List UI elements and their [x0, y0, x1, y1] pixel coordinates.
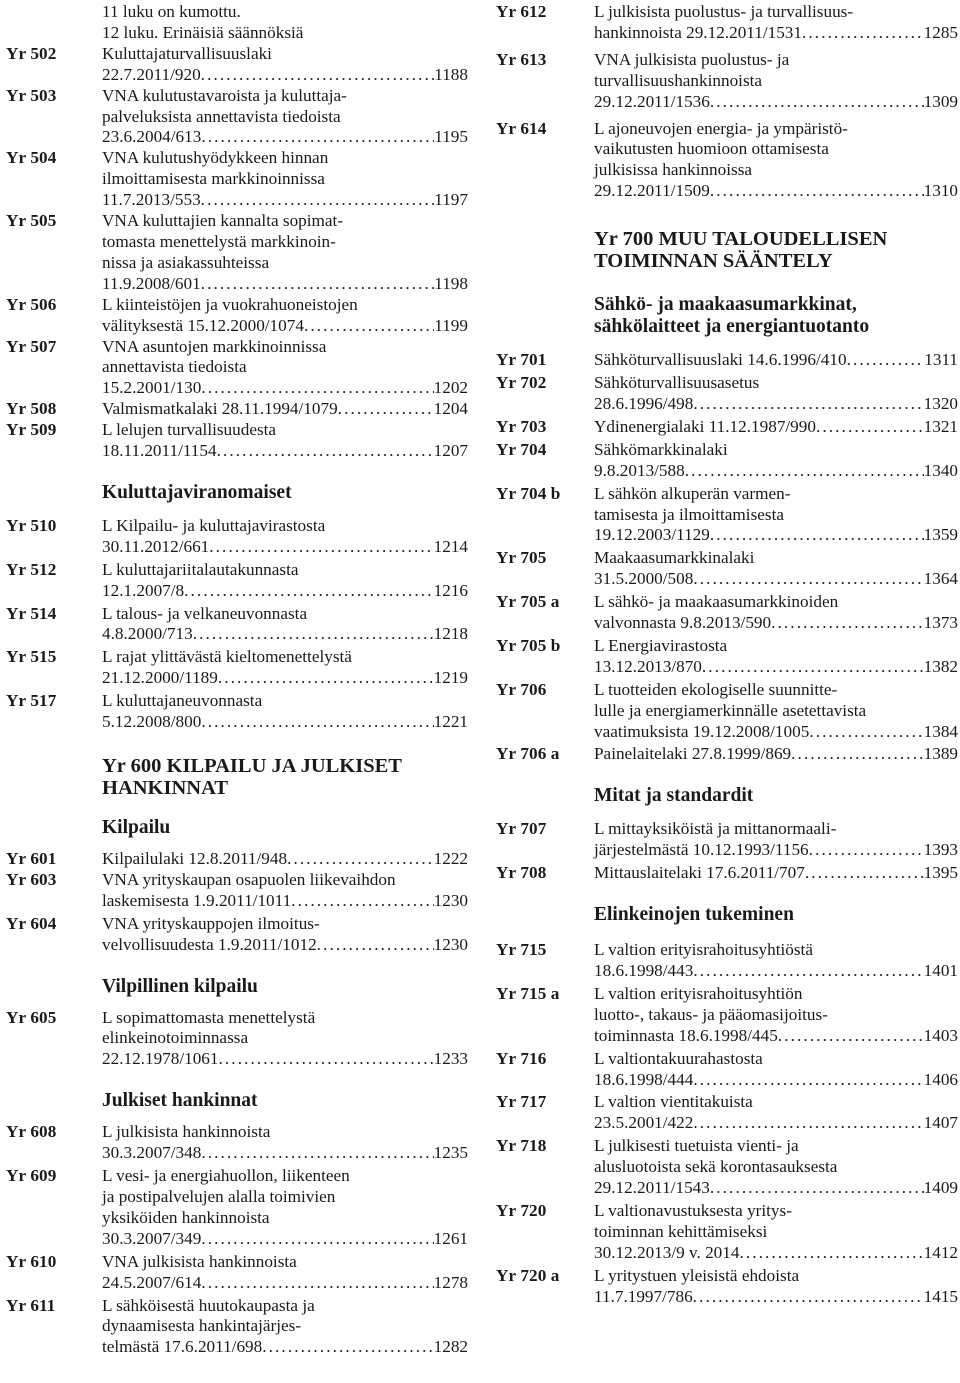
entry-code: Yr 718 [496, 1136, 547, 1156]
page-number: 1320 [923, 393, 958, 413]
entry-title: Sähkömarkkinalaki [594, 439, 728, 459]
entry-title: L valtiontakuurahastosta [594, 1048, 763, 1068]
entry-title: L valtionavustuksesta yritys- [594, 1200, 792, 1220]
index-entry-yr504 [6, 148, 468, 211]
entry-code: Yr 512 [6, 559, 57, 579]
entry-title: VNA kulutushyödykkeen hinnan [102, 148, 329, 168]
main-section-heading: Yr 600 KILPAILU JA JULKISET [102, 755, 402, 777]
index-entry-yr703 [496, 417, 958, 438]
page-number: 1415 [923, 1286, 958, 1306]
index-entry-yr612 [496, 2, 958, 44]
entry-code: Yr 705 a [496, 592, 560, 612]
entry-code: Yr 510 [6, 515, 57, 535]
entry-date: 30.11.2012/661 [102, 536, 210, 556]
entry-title: yksiköiden hankinnoista [102, 1207, 270, 1227]
entry-date: 18.6.1998/444 [594, 1069, 694, 1089]
index-entry-yr716 [496, 1049, 958, 1091]
entry-title: L yritystuen yleisistä ehdoista [594, 1265, 800, 1285]
entry-date: hankinnoista 29.12.2011/1531 [594, 22, 802, 42]
page-number: 1407 [923, 1113, 958, 1133]
entry-title: nissa ja asiakassuhteissa [102, 252, 270, 272]
chapter-notes [6, 2, 468, 44]
entry-date: 22.7.2011/920 [102, 64, 201, 84]
page-number: 1403 [923, 1025, 958, 1045]
entry-code: Yr 706 a [496, 744, 560, 764]
index-entry-yr509 [6, 420, 468, 462]
index-entry-yr604 [6, 914, 468, 956]
entry-title: L julkisista puolustus- ja turvallisuus- [594, 2, 854, 21]
entry-code: Yr 715 a [496, 983, 560, 1003]
entry-date: 11.7.1997/786 [594, 1286, 693, 1306]
entry-title: Kilpailulaki 12.8.2011/948 [102, 849, 288, 868]
page-number: 1216 [433, 580, 468, 600]
index-entry-yr614 [496, 119, 958, 203]
main-section-heading: HANKINNAT [102, 777, 229, 799]
entry-code: Yr 502 [6, 43, 57, 63]
entry-date: 11.9.2008/601 [102, 273, 201, 293]
page-number: 1197 [434, 190, 468, 210]
entry-code: Yr 603 [6, 869, 57, 889]
page-number: 1401 [923, 961, 958, 980]
index-entry-yr704b [496, 484, 958, 547]
entry-code: Yr 716 [496, 1048, 547, 1068]
entry-date: 31.5.2000/508 [594, 569, 694, 589]
entry-code: Yr 507 [6, 336, 57, 356]
entry-code: Yr 508 [6, 399, 57, 419]
index-entry-yr704 [496, 440, 958, 482]
entry-code: Yr 605 [6, 1007, 57, 1027]
entry-title: VNA asuntojen markkinoinnissa [102, 336, 327, 356]
entry-date: välityksestä 15.12.2000/1074 [102, 315, 304, 335]
page-number: 1230 [433, 934, 468, 954]
entry-date: 12.1.2007/8 [102, 580, 185, 600]
entry-code: Yr 503 [6, 85, 57, 105]
page-number: 1235 [433, 1143, 468, 1163]
entry-title: tomasta menettelystä markkinoin- [102, 231, 336, 251]
chapter-note: 11 luku on kumottu. [102, 2, 241, 21]
index-entry-yr717 [496, 1092, 958, 1134]
index-entry-yr508 [6, 399, 468, 420]
index-entry-yr707 [496, 819, 958, 861]
entry-date: 29.12.2011/1543 [594, 1178, 710, 1198]
entry-title: palveluksista annettavista tiedoista [102, 106, 341, 126]
main-section-heading: Yr 700 MUU TALOUDELLISEN [594, 228, 888, 251]
page-number: 1261 [433, 1228, 468, 1248]
entry-date: 30.3.2007/349 [102, 1228, 202, 1248]
entry-title: Sähköturvallisuusasetus [594, 373, 760, 393]
index-entry-yr718 [496, 1136, 958, 1199]
index-entry-yr506 [6, 295, 468, 337]
entry-title: L valtion erityisrahoitusyhtiön [594, 983, 803, 1003]
page-number: 1395 [923, 863, 958, 883]
entry-code: Yr 506 [6, 294, 57, 314]
index-entry-yr605 [6, 1008, 468, 1071]
left-column [6, 0, 468, 1358]
page-number: 1309 [923, 91, 958, 111]
section-heading: Julkiset hankinnat [102, 1090, 258, 1112]
page-number: 1214 [433, 536, 468, 556]
page-number: 1310 [923, 181, 958, 201]
index-entry-yr706a [496, 744, 958, 765]
page-number: 1285 [923, 22, 958, 42]
page-number: 1188 [434, 64, 468, 84]
entry-date: 23.5.2001/422 [594, 1113, 694, 1133]
page-number: 1311 [924, 350, 958, 370]
page-number: 1389 [923, 744, 958, 764]
entry-title: VNA julkisista puolustus- ja [594, 49, 790, 69]
index-entry-yr705a [496, 592, 958, 634]
entry-title: annettavista tiedoista [102, 357, 247, 377]
page-number: 1199 [434, 315, 468, 335]
entry-title: VNA kuluttajien kannalta sopimat- [102, 211, 344, 231]
entry-code: Yr 610 [6, 1251, 57, 1271]
section-heading: Sähkö- ja maakaasumarkkinat, [594, 294, 857, 316]
entry-title: VNA julkisista hankinnoista [102, 1251, 297, 1271]
page-number: 1221 [433, 712, 468, 732]
entry-code: Yr 715 [496, 940, 547, 960]
entry-date: 11.7.2013/553 [102, 190, 201, 210]
section-heading: Kuluttajaviranomaiset [102, 481, 292, 503]
entry-title: L rajat ylittävästä kieltomenettelystä [102, 647, 352, 667]
entry-code: Yr 703 [496, 416, 547, 436]
page-number: 1278 [433, 1272, 468, 1292]
entry-title: L sopimattomasta menettelystä [102, 1007, 316, 1027]
section-heading: Mitat ja standardit [594, 785, 754, 807]
entry-date: 22.12.1978/1061 [102, 1049, 219, 1069]
entry-code: Yr 706 [496, 679, 547, 699]
entry-title: L sähkön alkuperän varmen- [594, 483, 791, 503]
chapter-note: 12 luku. Erinäisiä säännöksiä [102, 22, 304, 42]
page-number: 1282 [433, 1337, 468, 1357]
entry-title: turvallisuushankinnoista [594, 70, 763, 90]
entry-title: L julkisista hankinnoista [102, 1122, 271, 1142]
page-number: 1373 [923, 613, 958, 633]
index-entry-yr715a [496, 984, 958, 1047]
entry-date: 13.12.2013/870 [594, 656, 702, 676]
entry-title: L Kilpailu- ja kuluttajavirastosta [102, 515, 326, 535]
index-entry-yr502 [6, 44, 468, 86]
entry-title: Valmismatkalaki 28.11.1994/1079 [102, 399, 338, 419]
entry-code: Yr 704 [496, 439, 547, 459]
entry-title: L ajoneuvojen energia- ja ympäristö- [594, 118, 848, 138]
entry-date: 9.8.2013/588 [594, 460, 685, 480]
index-entry-yr708 [496, 863, 958, 884]
page-number: 1409 [923, 1178, 958, 1198]
entry-date: 30.12.2013/9 v. 2014 [594, 1242, 740, 1262]
entry-date: 24.5.2007/614 [102, 1272, 202, 1292]
index-entry-yr701 [496, 350, 958, 371]
index-entry-yr507 [6, 337, 468, 400]
entry-date: 21.12.2000/1189 [102, 668, 218, 688]
entry-code: Yr 601 [6, 849, 57, 868]
entry-code: Yr 701 [496, 350, 547, 370]
entry-title: L kiinteistöjen ja vuokrahuoneistojen [102, 294, 358, 314]
entry-title: Kuluttajaturvallisuuslaki [102, 43, 272, 63]
index-entry-yr720 [496, 1201, 958, 1264]
page-number: 1321 [923, 416, 958, 436]
entry-title: dynaamisesta hankintajärjes- [102, 1316, 302, 1336]
page-number: 1393 [923, 840, 958, 860]
entry-date: telmästä 17.6.2011/698 [102, 1337, 263, 1357]
entry-title: alusluotoista sekä korontasauksesta [594, 1157, 838, 1177]
entry-code: Yr 705 [496, 548, 547, 568]
page-number: 1384 [923, 721, 958, 741]
section-heading: Vilpillinen kilpailu [102, 975, 258, 997]
entry-title: lulle ja energiamerkinnälle asetettavista [594, 700, 867, 720]
entry-date: 18.11.2011/1154 [102, 441, 217, 461]
entry-title: elinkeinotoiminnassa [102, 1028, 249, 1048]
entry-title: ja postipalvelujen alalla toimivien [102, 1186, 336, 1206]
entry-code: Yr 708 [496, 863, 547, 883]
index-entry-yr608 [6, 1122, 468, 1164]
section-heading: Elinkeinojen tukeminen [594, 904, 794, 926]
index-entry-yr705 [496, 548, 958, 590]
entry-title: toiminnan kehittämiseksi [594, 1221, 768, 1241]
entry-date: laskemisesta 1.9.2011/1011 [102, 890, 292, 910]
page-number: 1218 [433, 624, 468, 644]
entry-code: Yr 609 [6, 1166, 57, 1186]
entry-title: L sähkö- ja maakaasumarkkinoiden [594, 592, 839, 612]
index-entry-yr702 [496, 373, 958, 415]
index-entry-yr611 [6, 1296, 468, 1359]
page-number: 1359 [923, 525, 958, 545]
index-entry-yr510 [6, 516, 468, 558]
entry-date: 29.12.2011/1509 [594, 181, 710, 201]
entry-code: Yr 514 [6, 603, 57, 623]
page-number: 1195 [434, 127, 468, 147]
index-entry-yr715 [496, 940, 958, 982]
entry-code: Yr 509 [6, 420, 57, 440]
page-number: 1204 [433, 399, 468, 419]
entry-title: L kuluttajariitalautakunnasta [102, 559, 299, 579]
entry-code: Yr 614 [496, 118, 547, 138]
entry-code: Yr 517 [6, 691, 57, 711]
entry-date: 15.2.2001/130 [102, 378, 202, 398]
entry-date: velvollisuudesta 1.9.2011/1012 [102, 934, 317, 954]
entry-title: Ydinenergialaki 11.12.1987/990 [594, 416, 816, 436]
entry-title: L sähköisestä huutokaupasta ja [102, 1295, 315, 1315]
page-number: 1382 [923, 656, 958, 676]
page-number: 1230 [433, 890, 468, 910]
entry-code: Yr 608 [6, 1122, 57, 1142]
entry-date: 29.12.2011/1536 [594, 91, 710, 111]
entry-date: 4.8.2000/713 [102, 624, 193, 644]
index-entry-yr610 [6, 1252, 468, 1294]
entry-title: L talous- ja velkaneuvonnasta [102, 603, 308, 623]
entry-code: Yr 611 [6, 1295, 56, 1315]
index-entry-yr705b [496, 636, 958, 678]
index-entry-yr613 [496, 50, 958, 113]
index-entry-yr609 [6, 1166, 468, 1250]
entry-title: L julkisesti tuetuista vienti- ja [594, 1136, 799, 1156]
index-entry-yr515 [6, 647, 468, 689]
entry-code: Yr 504 [6, 148, 57, 168]
entry-title: Sähköturvallisuuslaki 14.6.1996/410 [594, 350, 847, 370]
index-entry-yr503 [6, 86, 468, 149]
index-entry-yr720a [496, 1266, 958, 1308]
entry-code: Yr 705 b [496, 635, 561, 655]
entry-title: L valtion erityisrahoitusyhtiöstä [594, 940, 813, 960]
entry-date: 19.12.2003/1129 [594, 525, 710, 545]
index-entry-yr601 [6, 849, 468, 870]
entry-title: L kuluttajaneuvonnasta [102, 691, 263, 711]
page-number: 1198 [434, 273, 468, 293]
section-heading: Kilpailu [102, 817, 171, 838]
index-entry-yr517 [6, 691, 468, 733]
entry-title: Mittauslaitelaki 17.6.2011/707 [594, 863, 805, 883]
page-number: 1406 [923, 1069, 958, 1089]
entry-code: Yr 717 [496, 1092, 547, 1112]
entry-date: järjestelmästä 10.12.1993/1156 [594, 840, 809, 860]
entry-title: L valtion vientitakuista [594, 1092, 753, 1112]
entry-title: vaikutusten huomioon ottamisesta [594, 139, 829, 159]
entry-code: Yr 612 [496, 2, 547, 21]
entry-code: Yr 604 [6, 913, 57, 933]
entry-date: 18.6.1998/443 [594, 961, 694, 980]
entry-date: 5.12.2008/800 [102, 712, 202, 732]
entry-title: L tuotteiden ekologiselle suunnitte- [594, 679, 838, 699]
index-entry-yr514 [6, 604, 468, 646]
entry-code: Yr 720 a [496, 1265, 560, 1285]
entry-title: julkisissa hankinnoissa [594, 160, 753, 180]
entry-code: Yr 702 [496, 373, 547, 393]
entry-title: Maakaasumarkkinalaki [594, 548, 755, 568]
entry-title: VNA yrityskauppojen ilmoitus- [102, 913, 320, 933]
page-number: 1219 [433, 668, 468, 688]
entry-title: VNA yrityskaupan osapuolen liikevaihdon [102, 869, 396, 889]
page-number: 1222 [433, 849, 468, 868]
entry-date: vaatimuksista 19.12.2008/1005 [594, 721, 810, 741]
page-number: 1412 [923, 1242, 958, 1262]
entry-code: Yr 707 [496, 819, 547, 839]
entry-title: L mittayksiköistä ja mittanormaali- [594, 819, 837, 839]
main-section-heading: TOIMINNAN SÄÄNTELY [594, 250, 833, 273]
entry-title: L Energiavirastosta [594, 635, 728, 655]
entry-date: 23.6.2004/613 [102, 127, 202, 147]
page-number: 1364 [923, 569, 958, 589]
entry-title: ilmoittamisesta markkinoinnissa [102, 169, 325, 189]
entry-date: 30.3.2007/348 [102, 1143, 202, 1163]
page-number: 1202 [433, 378, 468, 398]
entry-code: Yr 515 [6, 647, 57, 667]
page-number: 1340 [923, 460, 958, 480]
entry-title: luotto-, takaus- ja pääomasijoitus- [594, 1004, 828, 1024]
index-entry-yr706 [496, 680, 958, 743]
entry-code: Yr 505 [6, 211, 57, 231]
entry-date: 28.6.1996/498 [594, 393, 694, 413]
page-number: 1207 [433, 441, 468, 461]
entry-title: tamisesta ja ilmoittamisesta [594, 504, 784, 524]
index-entry-yr603 [6, 870, 468, 912]
section-heading: sähkölaitteet ja energiantuotanto [594, 316, 870, 338]
right-column [496, 0, 958, 1308]
entry-title: Painelaitelaki 27.8.1999/869 [594, 744, 792, 764]
page-number: 1233 [433, 1049, 468, 1069]
index-entry-yr512 [6, 560, 468, 602]
entry-title: L vesi- ja energiahuollon, liikenteen [102, 1166, 350, 1186]
entry-code: Yr 613 [496, 49, 547, 69]
entry-date: valvonnasta 9.8.2013/590 [594, 613, 772, 633]
index-entry-yr505 [6, 211, 468, 295]
entry-title: VNA kulutustavaroista ja kuluttaja- [102, 85, 347, 105]
entry-title: L lelujen turvallisuudesta [102, 420, 277, 440]
entry-code: Yr 704 b [496, 483, 561, 503]
entry-code: Yr 720 [496, 1200, 547, 1220]
entry-date: toiminnasta 18.6.1998/445 [594, 1025, 778, 1045]
